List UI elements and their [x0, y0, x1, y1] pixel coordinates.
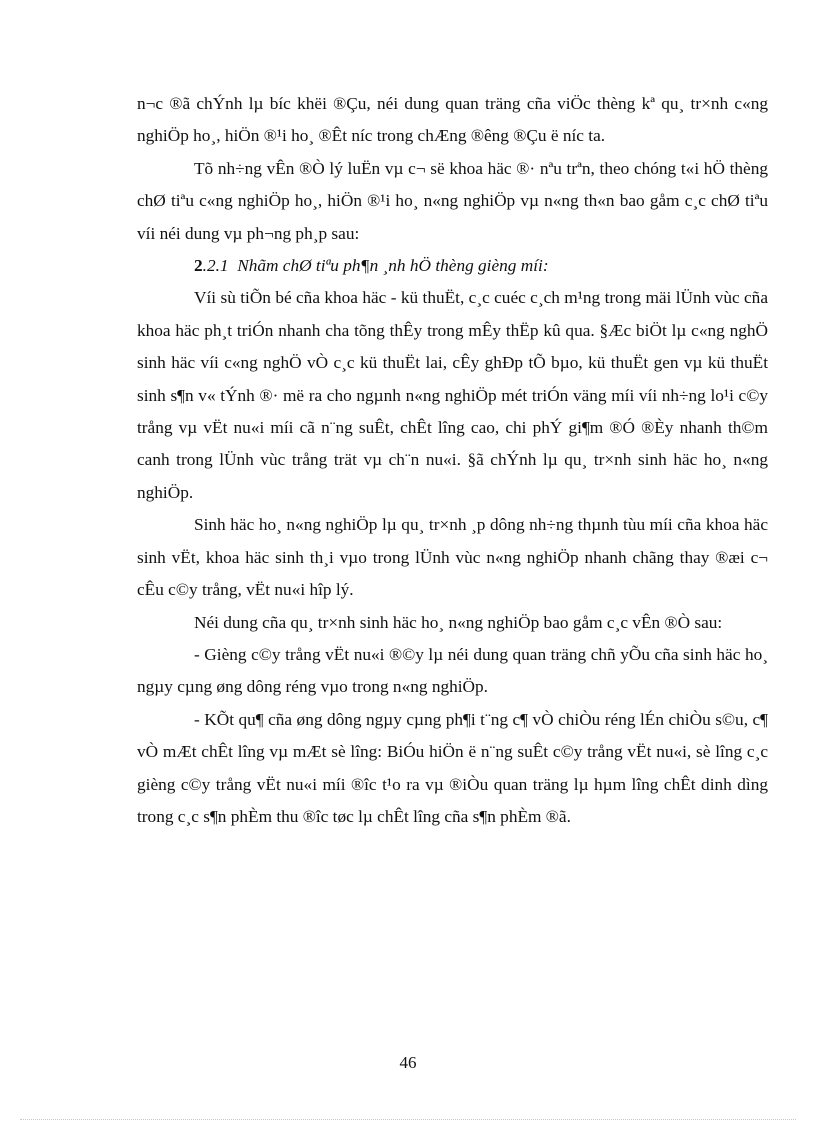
- paragraph-4: Sinh häc ho¸ n«ng nghiÖp lµ qu¸ tr×nh ¸p dông nh÷ng thµnh tùu míi cña khoa häc sinh vËt, khoa häc sinh th¸i vµo trong lÜnh vùc n«ng nghiÖp nhanh chãng thay ®æi c¬ cÊu c©y trång, vËt nu«i hîp lý.: [137, 515, 768, 600]
- section-title: Nhãm chØ tiªu ph¶n ¸nh hÖ thèng gièng míi:: [237, 256, 549, 276]
- paragraph-2: Tõ nh÷ng vÊn ®Ò lý luËn vµ c¬ së khoa häc ®· nªu trªn, theo chóng t«i hÖ thèng chØ tiªu c«ng nghiÖp ho¸, hiÖn ®¹i ho¸ n«ng nghiÖp vµ n«ng th«n bao gåm c¸c chØ tiªu víi néi dung vµ ph¬ng ph¸p sau:: [137, 158, 768, 243]
- paragraph-7: - KÕt qu¶ cña øng dông ngµy cµng ph¶i t¨ng c¶ vÒ chiÒu réng lÉn chiÒu s©u, c¶ vÒ mÆt chÊt lîng vµ mÆt sè lîng: BiÓu hiÖn ë n¨ng suÊt c©y trång vËt nu«i, sè lîng c¸c gièng c©y trång vËt nu«i míi ®îc t¹o ra vµ ®iÒu quan träng lµ hµm lîng chÊt dinh dìng trong c¸c s¶n phÈm thu ®îc tøc lµ chÊt lîng cña s¶n phÈm ®ã.: [137, 709, 768, 826]
- section-heading: [137, 250, 768, 282]
- paragraph-1: n¬c ®ã chÝnh lµ bíc khëi ®Çu, néi dung quan träng cña viÖc thèng kª qu¸ tr×nh c«ng nghiÖp ho¸, hiÖn ®¹i ho¸ ®Êt níc trong chÆng ®êng ®Çu ë níc ta.: [137, 94, 768, 146]
- paragraph-3: Víi sù tiÕn bé cña khoa häc - kü thuËt, c¸c cuéc c¸ch m¹ng trong mäi lÜnh vùc cña khoa häc ph¸t triÓn nhanh cha tõng thÊy trong mÊy thËp kû qua. §Æc biÖt lµ c«ng nghÖ sinh häc víi c«ng nghÖ vÒ c¸c kü thuËt lai, cÊy ghÐp tÕ bµo, kü thuËt gen vµ kü thuËt sinh s¶n v« tÝnh ®· më ra cho ngµnh n«ng nghiÖp mét triÓn väng míi víi nh÷ng lo¹i c©y trång vµ vËt nu«i míi cã n¨ng suÊt, chÊt lîng cao, chi phÝ gi¶m ®Ó ®Èy nhanh th©m canh trong lÜnh vùc trång trät vµ ch¨n nu«i. §ã chÝnh lµ qu¸ tr×nh sinh häc ho¸ n«ng nghiÖp.: [137, 288, 768, 502]
- page-bottom-rule: [20, 1119, 796, 1120]
- paragraph-5: Néi dung cña qu¸ tr×nh sinh häc ho¸ n«ng nghiÖp bao gåm c¸c vÊn ®Ò sau:: [194, 612, 723, 632]
- document-body: [137, 88, 768, 833]
- page-number: 46: [399, 1053, 417, 1072]
- section-number-rest: .2.1: [202, 256, 229, 276]
- paragraph-6: - Gièng c©y trång vËt nu«i ®©y lµ néi dung quan träng chñ yÕu cña sinh häc ho¸ ngµy cµng øng dông réng vµo trong n«ng nghiÖp.: [137, 644, 768, 697]
- section-number-bold: 2: [194, 256, 203, 276]
